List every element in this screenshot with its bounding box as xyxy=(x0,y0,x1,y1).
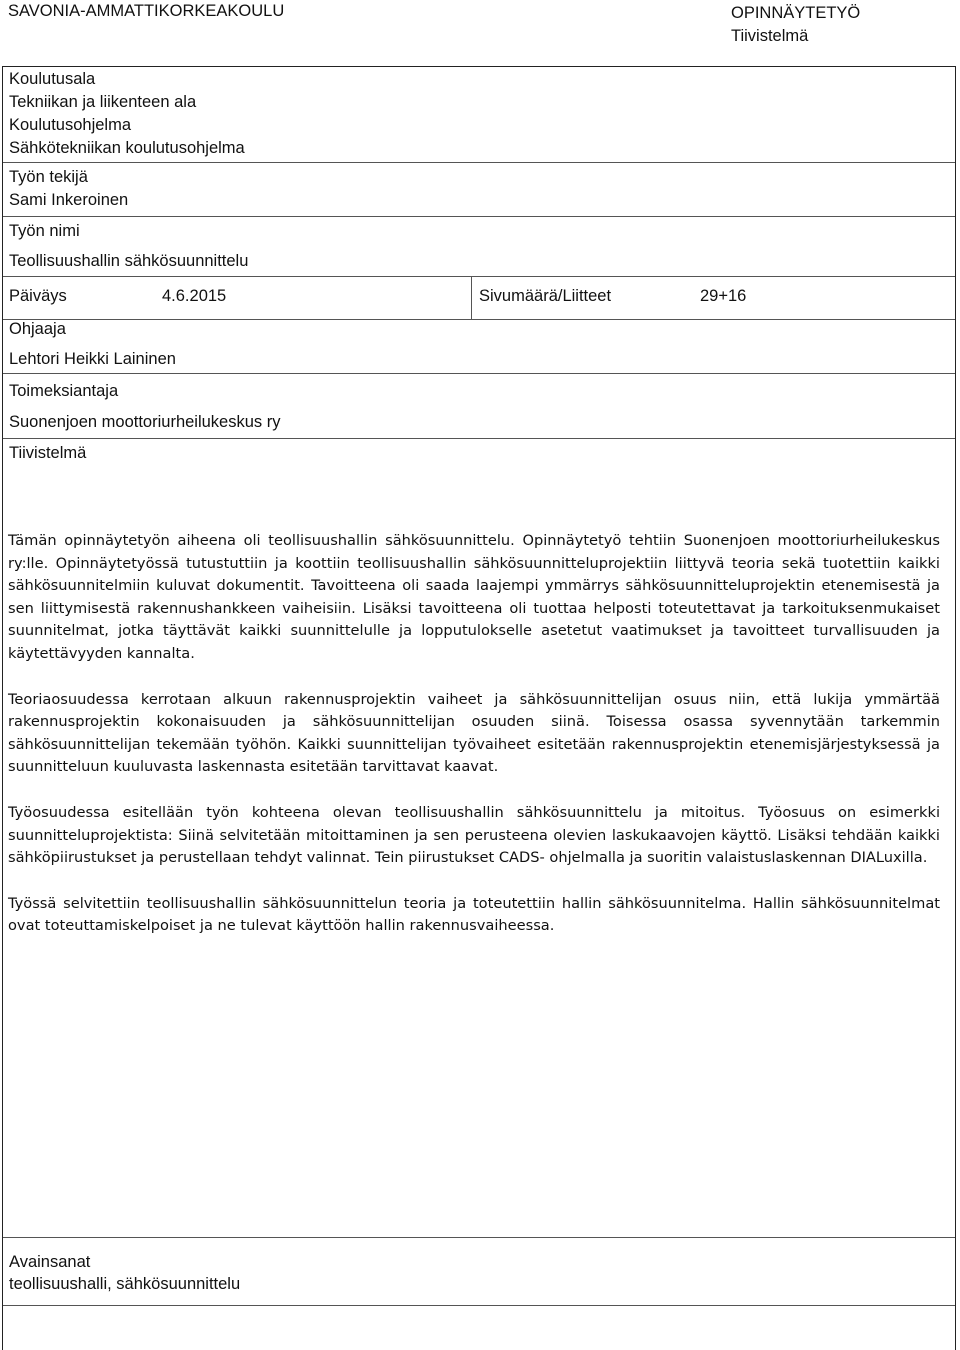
supervisor-label: Ohjaaja xyxy=(9,320,66,338)
divider xyxy=(3,162,955,163)
divider xyxy=(3,216,955,217)
title-value: Teollisuushallin sähkösuunnittelu xyxy=(9,252,249,270)
commissioner-label: Toimeksiantaja xyxy=(9,382,119,400)
keywords-label: Avainsanat xyxy=(9,1253,91,1271)
author-label: Työn tekijä xyxy=(9,168,88,186)
date-label: Päiväys xyxy=(9,287,67,305)
title-label: Työn nimi xyxy=(9,222,80,240)
abstract-paragraph: Teoriaosuudessa kerrotaan alkuun rakennusprojektin vaiheet ja sähkösuunnittelijan osuus niin, että lukija ymmärtää rakennusprojektin kokonaisuuden ja sähkösuunnittelijan osuuden siinä. Toisessa osassa syvennytään tarkemmin sähkösuunnittelijan tekemään työhön. Kaikki suunnittelijan työvaiheet esitetään rakennusprojektin etenemisjärjestyksessä ja suunnitteluun kuuluvasta laskennasta esitetään tarvittavat kaavat. xyxy=(8,690,940,776)
abstract-paragraph: Työosuudessa esitellään työn kohteena olevan teollisuushallin sähkösuunnittelu ja mitoitus. Työosuus on esimerkki suunnitteluprojektista: Siinä selvitetään mitoittaminen ja sen perusteena olevien laskukaavojen käyttö. Lisäksi tehdään kaikki sähköpiirustukset ja perustellaan tehdyt valinnat. Tein piirustukset CADS- ohjelmalla ja suoritin valaistuslaskennan DIALuxilla. xyxy=(8,803,940,867)
author-value: Sami Inkeroinen xyxy=(9,191,129,209)
field-value: Tekniikan ja liikenteen ala xyxy=(9,93,197,111)
divider xyxy=(3,1305,955,1306)
abstract-paragraph: Työssä selvitettiin teollisuushallin sähkösuunnittelun teoria ja toteutettiin hallin sähkösuunnitelma. Hallin sähkösuunnitelmat ovat toteuttamiskelpoiset ja ne tulevat käyttöön hallin rakennusvaiheessa. xyxy=(8,894,940,935)
abstract-label: Tiivistelmä xyxy=(9,444,87,462)
abstract-paragraph: Tämän opinnäytetyön aiheena oli teollisuushallin sähkösuunnittelu. Opinnäytetyö tehtiin Suonenjoen moottoriurheilukeskus ry:lle. Opinnäytetyössä tutustuttiin ja koottiin teollisuushallin sähkösuunnitteluprojektiin liittyvä teoria sekä tuotettiin kaikki sähkösuunnitelmiin kuluvat dokumentit. Tavoitteena oli saada laajempi ymmärrys sähkösuunnitteluprojektin etenemisestä ja sen liittymisestä rakennushankkeen vaiheisiin. Lisäksi tavoitteena oli tuottaa helposti toteutettavat ja tarkoituksenmukaiset suunnitelmat, jotka täyttävät kaikki suunnittelulle ja lopputulokselle asetetut vaatimukset ja tavoitteet turvallisuuden ja käytettävyyden kannalta. xyxy=(8,532,940,662)
commissioner-value: Suonenjoen moottoriurheilukeskus ry xyxy=(9,413,281,431)
date-value: 4.6.2015 xyxy=(162,287,227,305)
divider xyxy=(3,276,955,277)
program-label: Koulutusohjelma xyxy=(9,116,131,134)
pages-label: Sivumäärä/Liitteet xyxy=(479,287,612,305)
divider xyxy=(3,1237,955,1238)
doc-type: OPINNÄYTETYÖ xyxy=(731,4,861,22)
divider xyxy=(3,373,955,374)
supervisor-value: Lehtori Heikki Laininen xyxy=(9,350,176,368)
abstract-body xyxy=(8,530,940,961)
divider xyxy=(471,276,472,319)
divider xyxy=(3,438,955,439)
header-doc-type xyxy=(731,2,860,48)
keywords-value: teollisuushalli, sähkösuunnittelu xyxy=(9,1275,241,1293)
pages-value: 29+16 xyxy=(700,287,747,305)
doc-subtype: Tiivistelmä xyxy=(731,27,809,45)
divider xyxy=(3,319,955,320)
field-label: Koulutusala xyxy=(9,70,96,88)
program-value: Sähkötekniikan koulutusohjelma xyxy=(9,139,245,157)
header-institution: SAVONIA-AMMATTIKORKEAKOULU xyxy=(8,2,285,20)
